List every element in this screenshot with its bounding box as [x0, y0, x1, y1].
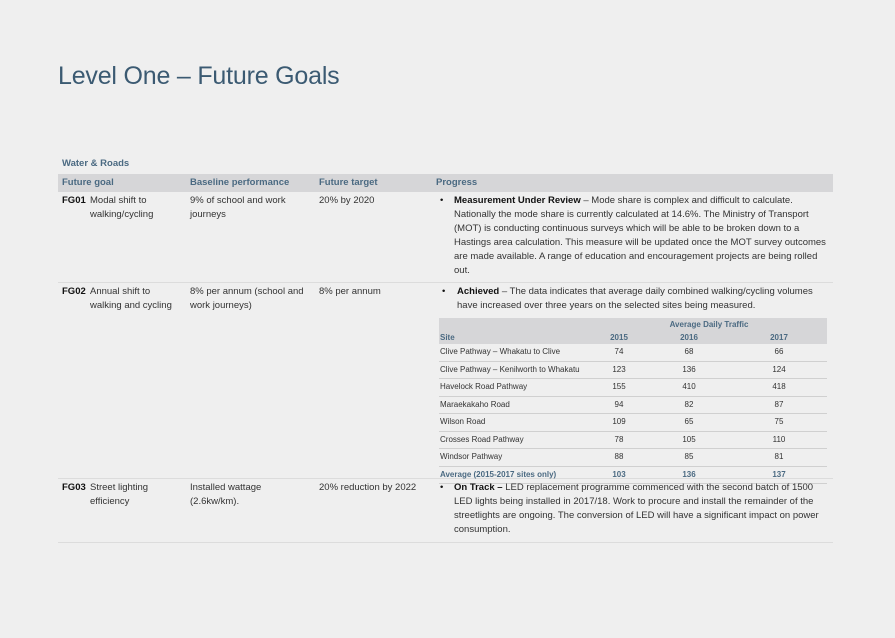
value-2015: 78 — [614, 434, 624, 444]
traffic-title: Average Daily Traffic — [669, 320, 749, 329]
goal-baseline: 8% per annum (school and work journeys) — [190, 286, 304, 311]
goal-target: 20% by 2020 — [319, 195, 375, 206]
traffic-row — [439, 344, 827, 362]
value-2017: 110 — [772, 434, 786, 444]
value-2016: 68 — [684, 347, 694, 356]
goal-target: 8% per annum — [319, 286, 381, 297]
site-name: Havelock Road Pathway — [440, 382, 528, 391]
bullet-icon: • — [442, 286, 446, 297]
value-2016: 65 — [684, 417, 694, 426]
traffic-row — [439, 432, 827, 450]
site-name: Maraekakaho Road — [440, 399, 510, 409]
traffic-table — [439, 318, 827, 484]
goal-code: FG03 — [62, 482, 86, 493]
year-2016: 2016 — [680, 333, 698, 342]
goal-baseline: Installed wattage (2.6kw/km). — [190, 482, 262, 507]
value-2015: 109 — [612, 417, 626, 426]
site-name: Clive Pathway – Kenilworth to Whakatu — [440, 364, 580, 374]
progress-status: Achieved — [457, 286, 500, 297]
site-name: Clive Pathway – Whakatu to Clive — [440, 347, 561, 356]
goal-progress — [436, 285, 828, 313]
goal-progress — [436, 481, 828, 537]
table-row — [58, 283, 833, 479]
value-2017: 418 — [772, 382, 786, 391]
goal-name: Street lighting efficiency — [90, 482, 149, 507]
average-label: Average (2015-2017 sites only) — [440, 469, 557, 479]
site-name: Wilson Road — [440, 417, 486, 426]
year-2015: 2015 — [610, 333, 628, 342]
goal-target: 20% reduction by 2022 — [319, 482, 417, 493]
average-2016: 136 — [682, 469, 696, 479]
value-2017: 87 — [774, 399, 784, 409]
value-2016: 105 — [682, 434, 696, 444]
progress-text: LED replacement programme commenced with the second batch of 1500 LED lights being installed in 2017/18. Work to procure and install the remainder of the streetlights are ongoing. The conversion of LED will have a significant impact on power consumption. — [454, 482, 819, 535]
traffic-row — [439, 414, 827, 432]
page-title: Level One – Future Goals — [58, 62, 340, 90]
bullet-icon: • — [440, 482, 444, 493]
value-2015: 74 — [614, 347, 624, 356]
value-2016: 410 — [682, 382, 696, 391]
table-header — [58, 174, 833, 192]
traffic-row — [439, 397, 827, 415]
header-target: Future target — [319, 177, 378, 188]
bullet-icon: • — [440, 195, 444, 206]
value-2017: 75 — [774, 417, 784, 426]
value-2015: 155 — [612, 382, 626, 391]
site-name: Crosses Road Pathway — [440, 434, 524, 444]
value-2017: 124 — [772, 364, 786, 374]
progress-text: – The data indicates that average daily combined walking/cycling volumes have increased over three years on the selected sites being measured. — [457, 286, 813, 311]
goal-progress — [436, 194, 828, 278]
header-future-goal: Future goal — [62, 177, 114, 188]
header-baseline: Baseline performance — [190, 177, 290, 188]
progress-text: – Mode share is complex and difficult to calculate. Nationally the mode share is currently calculated at 14.6%. The Ministry of Transport (MOT) is conducting continuous surveys which will be able to be broken down to a Hastings area calculation. This measure will be updated once the MOT survey outcomes are made available. A range of education and encouragement projects are being rolled out. — [454, 195, 826, 276]
goal-name: Modal shift to walking/cycling — [90, 195, 154, 220]
value-2017: 81 — [774, 452, 784, 461]
traffic-site-label: Site — [440, 333, 455, 342]
site-name: Windsor Pathway — [440, 452, 503, 461]
value-2015: 88 — [614, 452, 624, 461]
goals-table — [58, 174, 833, 543]
value-2016: 136 — [682, 364, 696, 374]
average-2015: 103 — [612, 469, 626, 479]
value-2015: 123 — [612, 364, 626, 374]
value-2016: 82 — [684, 399, 694, 409]
table-row — [58, 192, 833, 283]
table-row — [58, 479, 833, 543]
goal-code: FG01 — [62, 195, 86, 206]
value-2017: 66 — [774, 347, 784, 356]
progress-status: On Track – — [454, 482, 503, 493]
header-progress: Progress — [436, 177, 478, 188]
year-2017: 2017 — [770, 333, 788, 342]
value-2016: 85 — [684, 452, 694, 461]
traffic-row — [439, 362, 827, 380]
average-2017: 137 — [772, 469, 786, 479]
section-title: Water & Roads — [62, 158, 130, 169]
goal-baseline: 9% of school and work journeys — [190, 195, 286, 220]
traffic-header — [439, 318, 827, 344]
traffic-row — [439, 449, 827, 467]
traffic-row — [439, 379, 827, 397]
value-2015: 94 — [614, 399, 624, 409]
goal-code: FG02 — [62, 286, 86, 297]
progress-status: Measurement Under Review — [454, 195, 581, 206]
goal-name: Annual shift to walking and cycling — [90, 286, 172, 311]
